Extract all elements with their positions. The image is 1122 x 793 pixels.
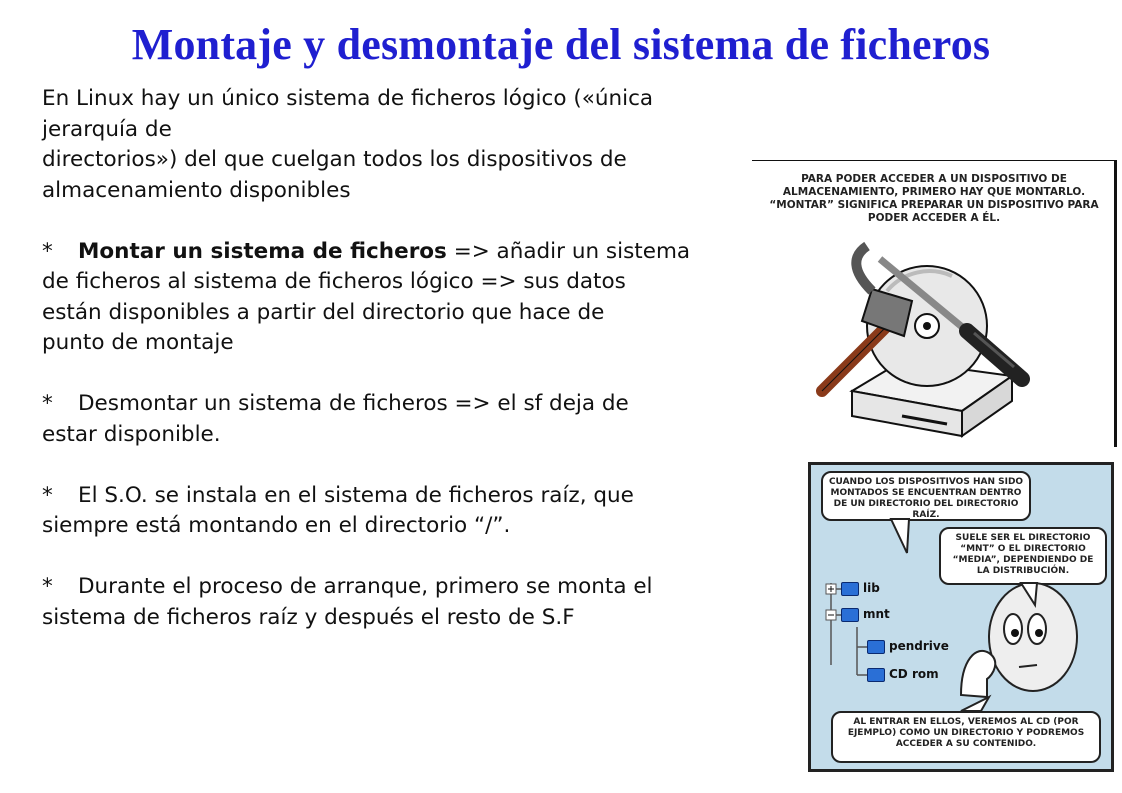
para-5-text: Durante el proceso de arranque, primero se monta el [78,574,653,599]
comic-mount-panel [752,160,1117,447]
tree-label: CD rom [889,667,939,681]
bullet-star: * [42,574,53,599]
para-1-line-4: almacenamiento disponibles [42,177,351,203]
bullet-star: * [42,238,53,264]
tree-node-pendrive [867,639,949,654]
speech-bubble-enter: AL ENTRAR EN ELLOS, VEREMOS AL CD (POR EJEMPLO) COMO UN DIRECTORIO Y PODREMOS ACCEDER A SU CONTENIDO. [831,711,1101,763]
para-3-line-1 [42,389,782,420]
para-2-bold: Montar un sistema de ficheros [78,238,447,264]
para-1-line-3: directorios») del que cuelgan todos los dispositivos de [42,147,627,172]
folder-icon [867,668,885,682]
para-5-line-2: sistema de ficheros raíz y después el resto de S.F [42,604,575,630]
tree-node-lib [841,581,880,596]
comic-mount-caption: PARA PODER ACCEDER A UN DISPOSITIVO DE ALMACENAMIENTO, PRIMERO HAY QUE MONTARLO. “MONTAR” SIGNIFICA PREPARAR UN DISPOSITIVO PARA PODER ACCEDER A ÉL. [769,173,1099,224]
para-5-line-1 [42,572,782,603]
disk-and-tools-illustration [752,161,1114,447]
para-4-line-1 [42,481,782,512]
comic-directories-panel [808,462,1114,772]
para-2-line-1 [42,237,782,268]
folder-icon [867,640,885,654]
para-1-line-1: En Linux hay un único sistema de ficheros lógico («única [42,86,654,111]
tree-node-mnt [841,607,890,622]
para-2-line-4: punto de montaje [42,330,234,355]
bullet-star: * [42,391,53,416]
para-3-text: Desmontar un sistema de ficheros => el sf deja de [78,391,629,416]
tree-node-cdrom [867,667,939,682]
para-4-text: El S.O. se instala en el sistema de ficheros raíz, que [78,482,634,508]
tree-label: mnt [863,607,890,621]
para-2-line-2: de ficheros al sistema de ficheros lógico => sus datos [42,269,626,294]
slide-title: Montaje y desmontaje del sistema de ficheros [131,20,991,69]
folder-icon [841,608,859,622]
folder-icon [841,582,859,596]
speech-bubble-mnt-media: SUELE SER EL DIRECTORIO “MNT” O EL DIRECTORIO “MEDIA”, DEPENDIENDO DE LA DISTRIBUCIÓN. [939,527,1107,585]
para-4-line-2: siempre está montando en el directorio “/”. [42,513,511,538]
bullet-star: * [42,482,53,508]
slide-body [42,84,782,633]
tree-label: pendrive [889,639,949,653]
tree-label: lib [863,581,880,595]
para-2-line-3: están disponibles a partir del directorio que hace de [42,299,605,325]
para-2-rest: => añadir un sistema [446,238,691,264]
para-3-line-2: estar disponible. [42,421,221,447]
speech-bubble-mounted: CUANDO LOS DISPOSITIVOS HAN SIDO MONTADOS SE ENCUENTRAN DENTRO DE UN DIRECTORIO DEL DIRECTORIO RAÍZ. [821,471,1031,521]
para-1-line-2: jerarquía de [42,116,172,142]
